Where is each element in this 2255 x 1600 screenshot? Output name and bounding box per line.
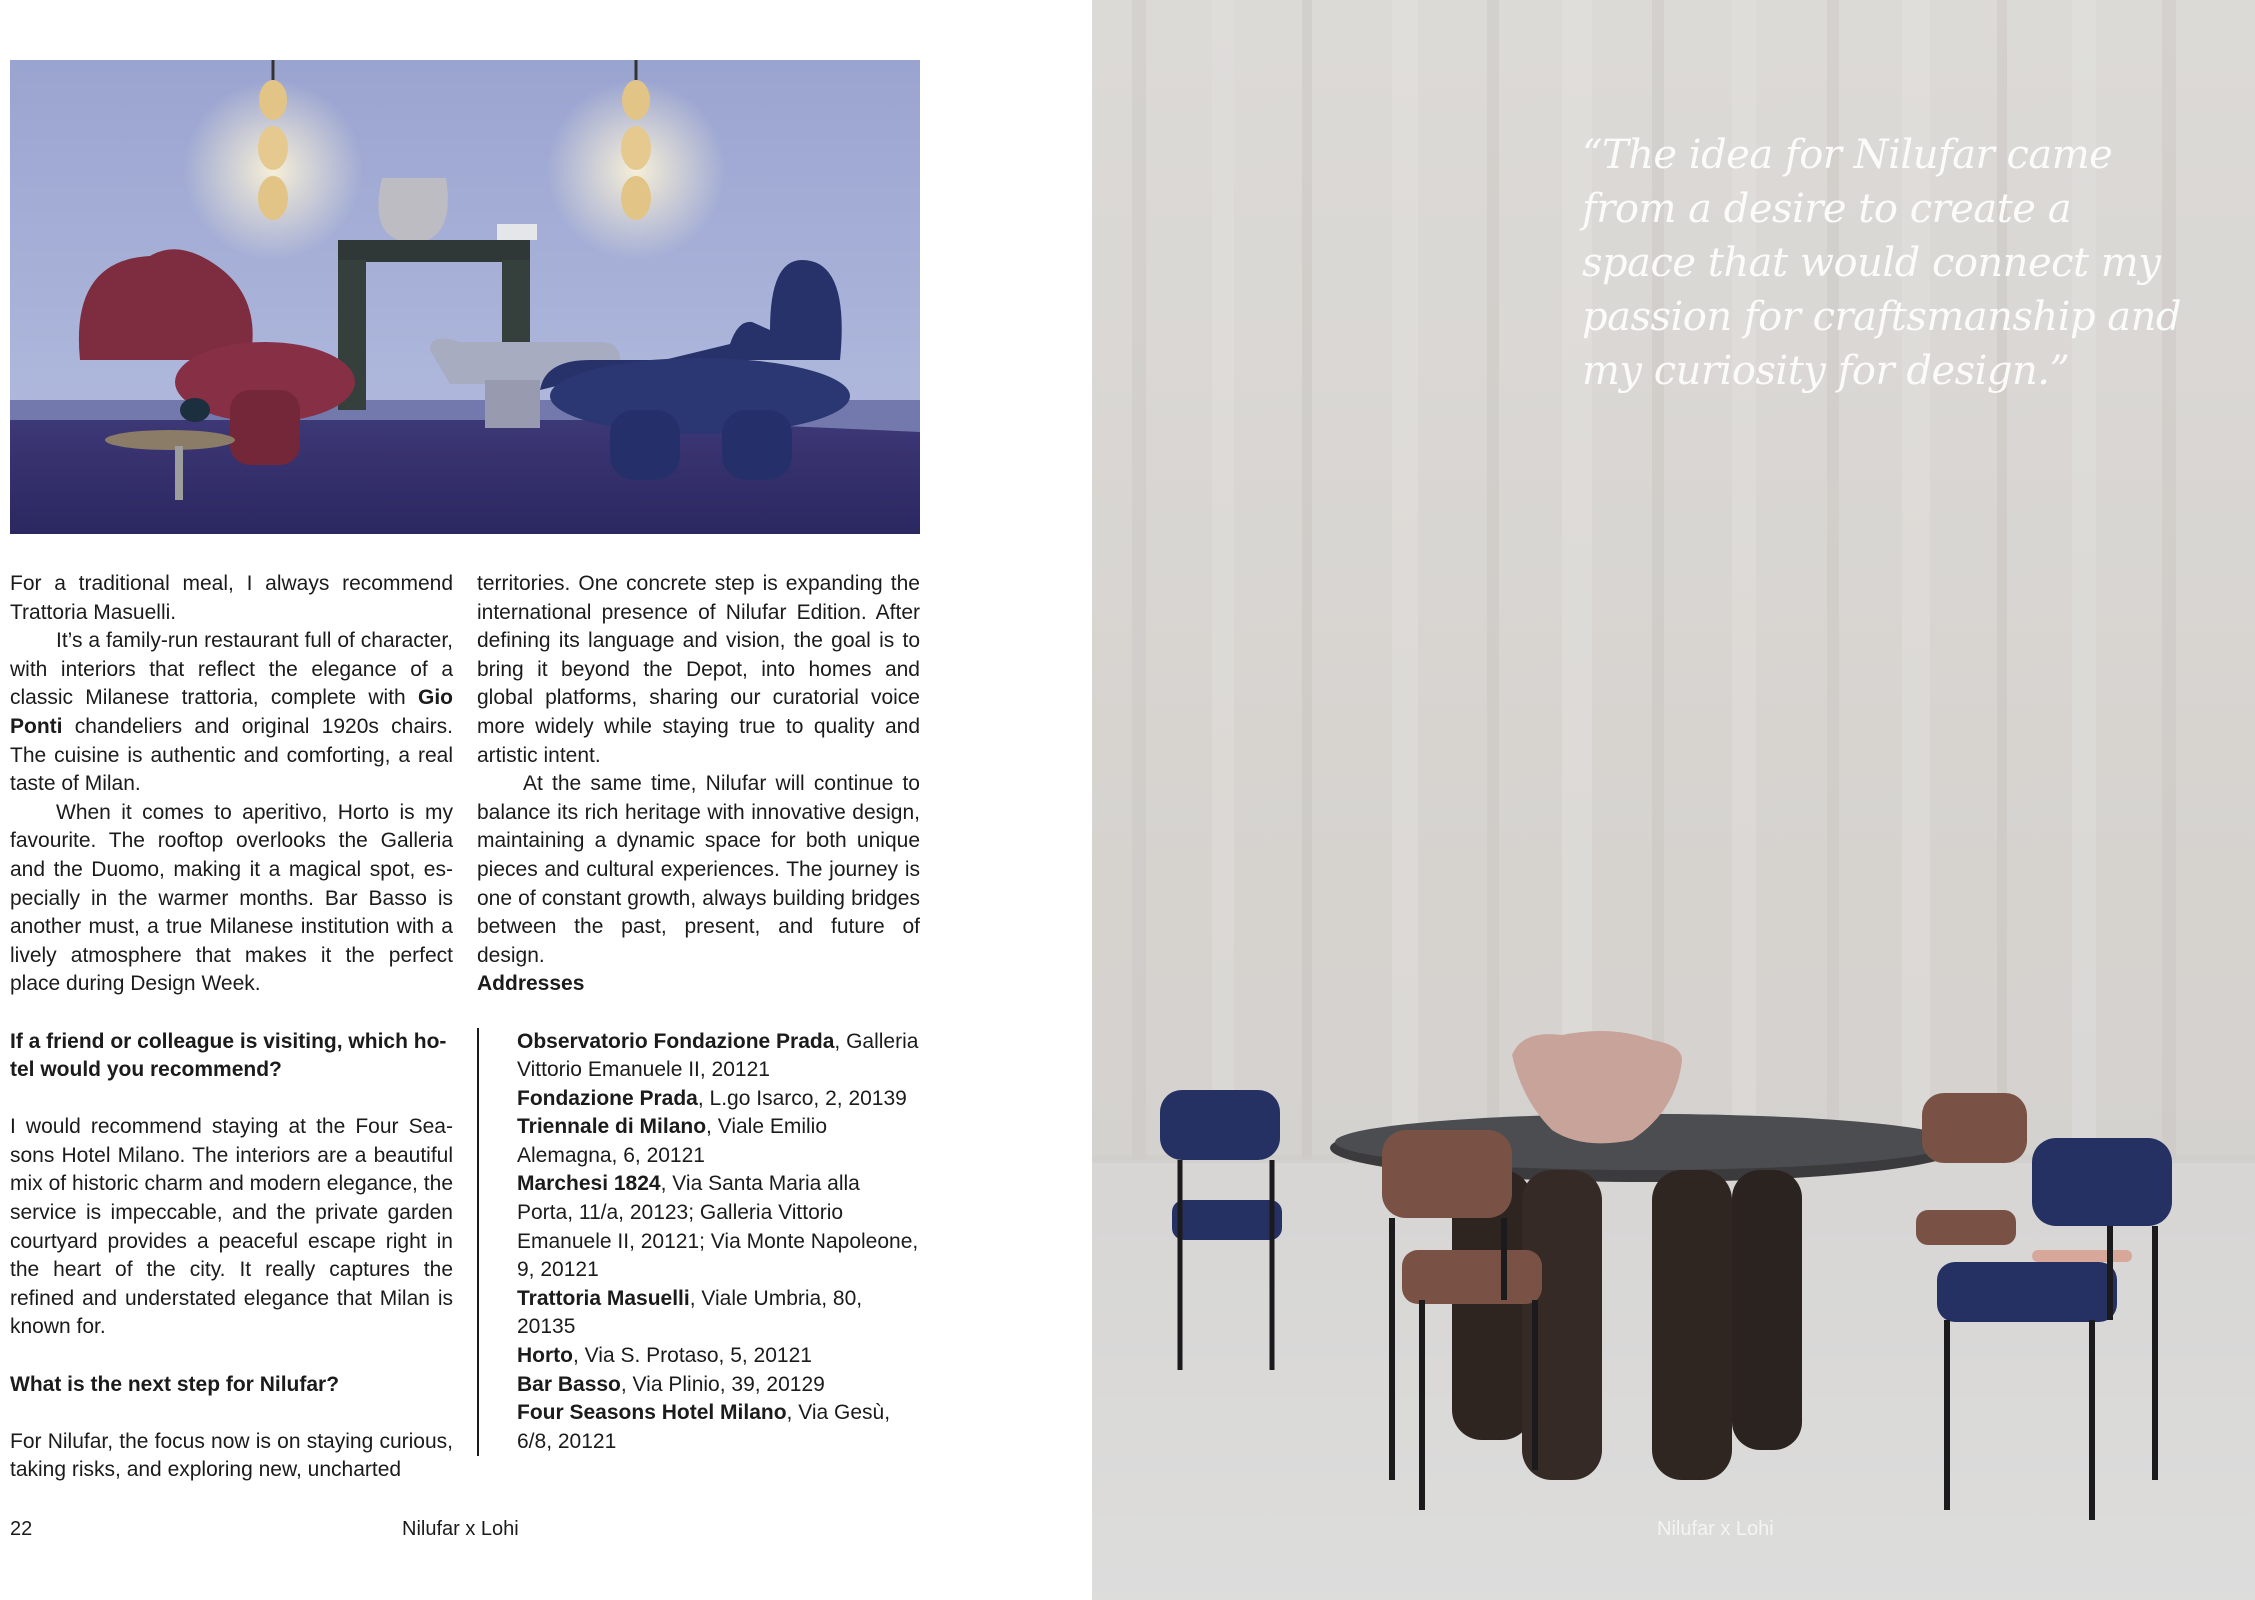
running-title: Nilufar x Lohi <box>402 1518 519 1540</box>
text-run: chandeliers and original 1920s chairs. The cuisine is authentic and comforting, a real taste of Milan. <box>10 714 453 796</box>
paragraph: For a traditional meal, I always recommend Trattoria Masuelli. <box>10 572 453 624</box>
address-item <box>517 1085 920 1114</box>
address-item <box>517 1170 920 1284</box>
right-page-photo <box>1092 0 2255 1600</box>
venue-address: , Galleria Vittorio Emanuele II, 20121 <box>517 1029 919 1082</box>
venue-name: Trattoria Masuelli <box>517 1286 690 1310</box>
venue-address: , L.go Isarco, 2, 20139 <box>697 1086 907 1110</box>
interior-photo <box>10 60 920 534</box>
venue-name: Bar Basso <box>517 1372 621 1396</box>
text-run: It’s a family-run restaurant full of character, with interiors that reflect the elegance of a classic Milanese trattoria, complete with <box>10 629 453 710</box>
running-title-right: Nilufar x Lohi <box>1657 1518 1774 1540</box>
venue-address: , Via Gesù, 6/8, 20121 <box>517 1401 891 1453</box>
address-item <box>517 1028 920 1085</box>
paragraph: I would recommend staying at the Four Seasons Hotel Milano. The interiors are a beautiful mix of historic charm and modern elegance, the service is impeccable, and the private garden courtyard provides a peaceful escape right in the heart of the city. It really captures the refined and understated elegance that Milan is known for. <box>10 1115 453 1339</box>
paragraph: territories. One concrete step is expanding the international presence of Nilufar Edition. After defining its language and vision, the goal is to bring it beyond the Depot, into homes and global platforms, sharing our curatorial voice more widely while staying true to quality and artistic intent. <box>477 572 920 767</box>
article-column-left <box>10 570 453 1485</box>
venue-name: Triennale di Milano <box>517 1115 707 1139</box>
address-item <box>517 1399 920 1456</box>
paragraph <box>10 627 453 799</box>
page-number: 22 <box>10 1518 33 1540</box>
bold-text: Gio Ponti <box>10 686 453 738</box>
left-page <box>0 0 1092 1600</box>
venue-name: Fondazione Prada <box>517 1086 698 1110</box>
venue-address: , Viale Emilio Alemagna, 6, 20121 <box>517 1115 828 1167</box>
interior-illustration <box>10 60 920 534</box>
addresses-heading: Addresses <box>477 972 585 996</box>
pull-quote: “The idea for Nilufar came from a desire to create a space that would connect my passion for craftsmanship and my curiosity for design.” <box>1582 132 2182 394</box>
venue-name: Four Seasons Hotel Milano <box>517 1401 787 1425</box>
article-column-right <box>477 570 920 1456</box>
interview-question: If a friend or colleague is visiting, which hotel would you recommend? <box>10 1029 447 1082</box>
paragraph: When it comes to aperitivo, Horto is my favourite. The rooftop overlooks the Galleria and the Duomo, making it a magical spot, especially in the warmer months. Bar Basso is another must, a true Milanese institution with a lively atmosphere that makes it the perfect place during Design Week. <box>10 800 453 996</box>
address-item <box>517 1285 920 1342</box>
venue-address: , Via Santa Maria alla Porta, 11/a, 20123; Galleria Vittorio Emanuele II, 20121; Via Monte Napoleone, 9, 20121 <box>517 1172 919 1282</box>
venue-address: , Via S. Protaso, 5, 20121 <box>573 1344 812 1368</box>
paragraph: At the same time, Nilufar will continue to balance its rich heritage with innovative design, maintaining a dynamic space for both unique pieces and cultural experiences. The journey is one of constant growth, always building bridges between the past, present, and future of design. <box>477 772 920 967</box>
interview-question: What is the next step for Nilufar? <box>10 1372 340 1396</box>
venue-name: Horto <box>517 1344 573 1368</box>
address-item <box>517 1113 920 1170</box>
address-item <box>517 1342 920 1371</box>
venue-name: Observatorio Fondazione Prada <box>517 1029 835 1053</box>
venue-name: Marchesi 1824 <box>517 1172 661 1196</box>
venue-address: , Via Plinio, 39, 20129 <box>620 1372 825 1396</box>
addresses-list <box>477 1028 920 1457</box>
venue-address: , Viale Umbria, 80, 20135 <box>517 1286 863 1339</box>
paragraph: For Nilufar, the focus now is on staying curious, taking risks, and exploring new, uncharted <box>10 1429 453 1482</box>
address-item <box>517 1371 920 1400</box>
